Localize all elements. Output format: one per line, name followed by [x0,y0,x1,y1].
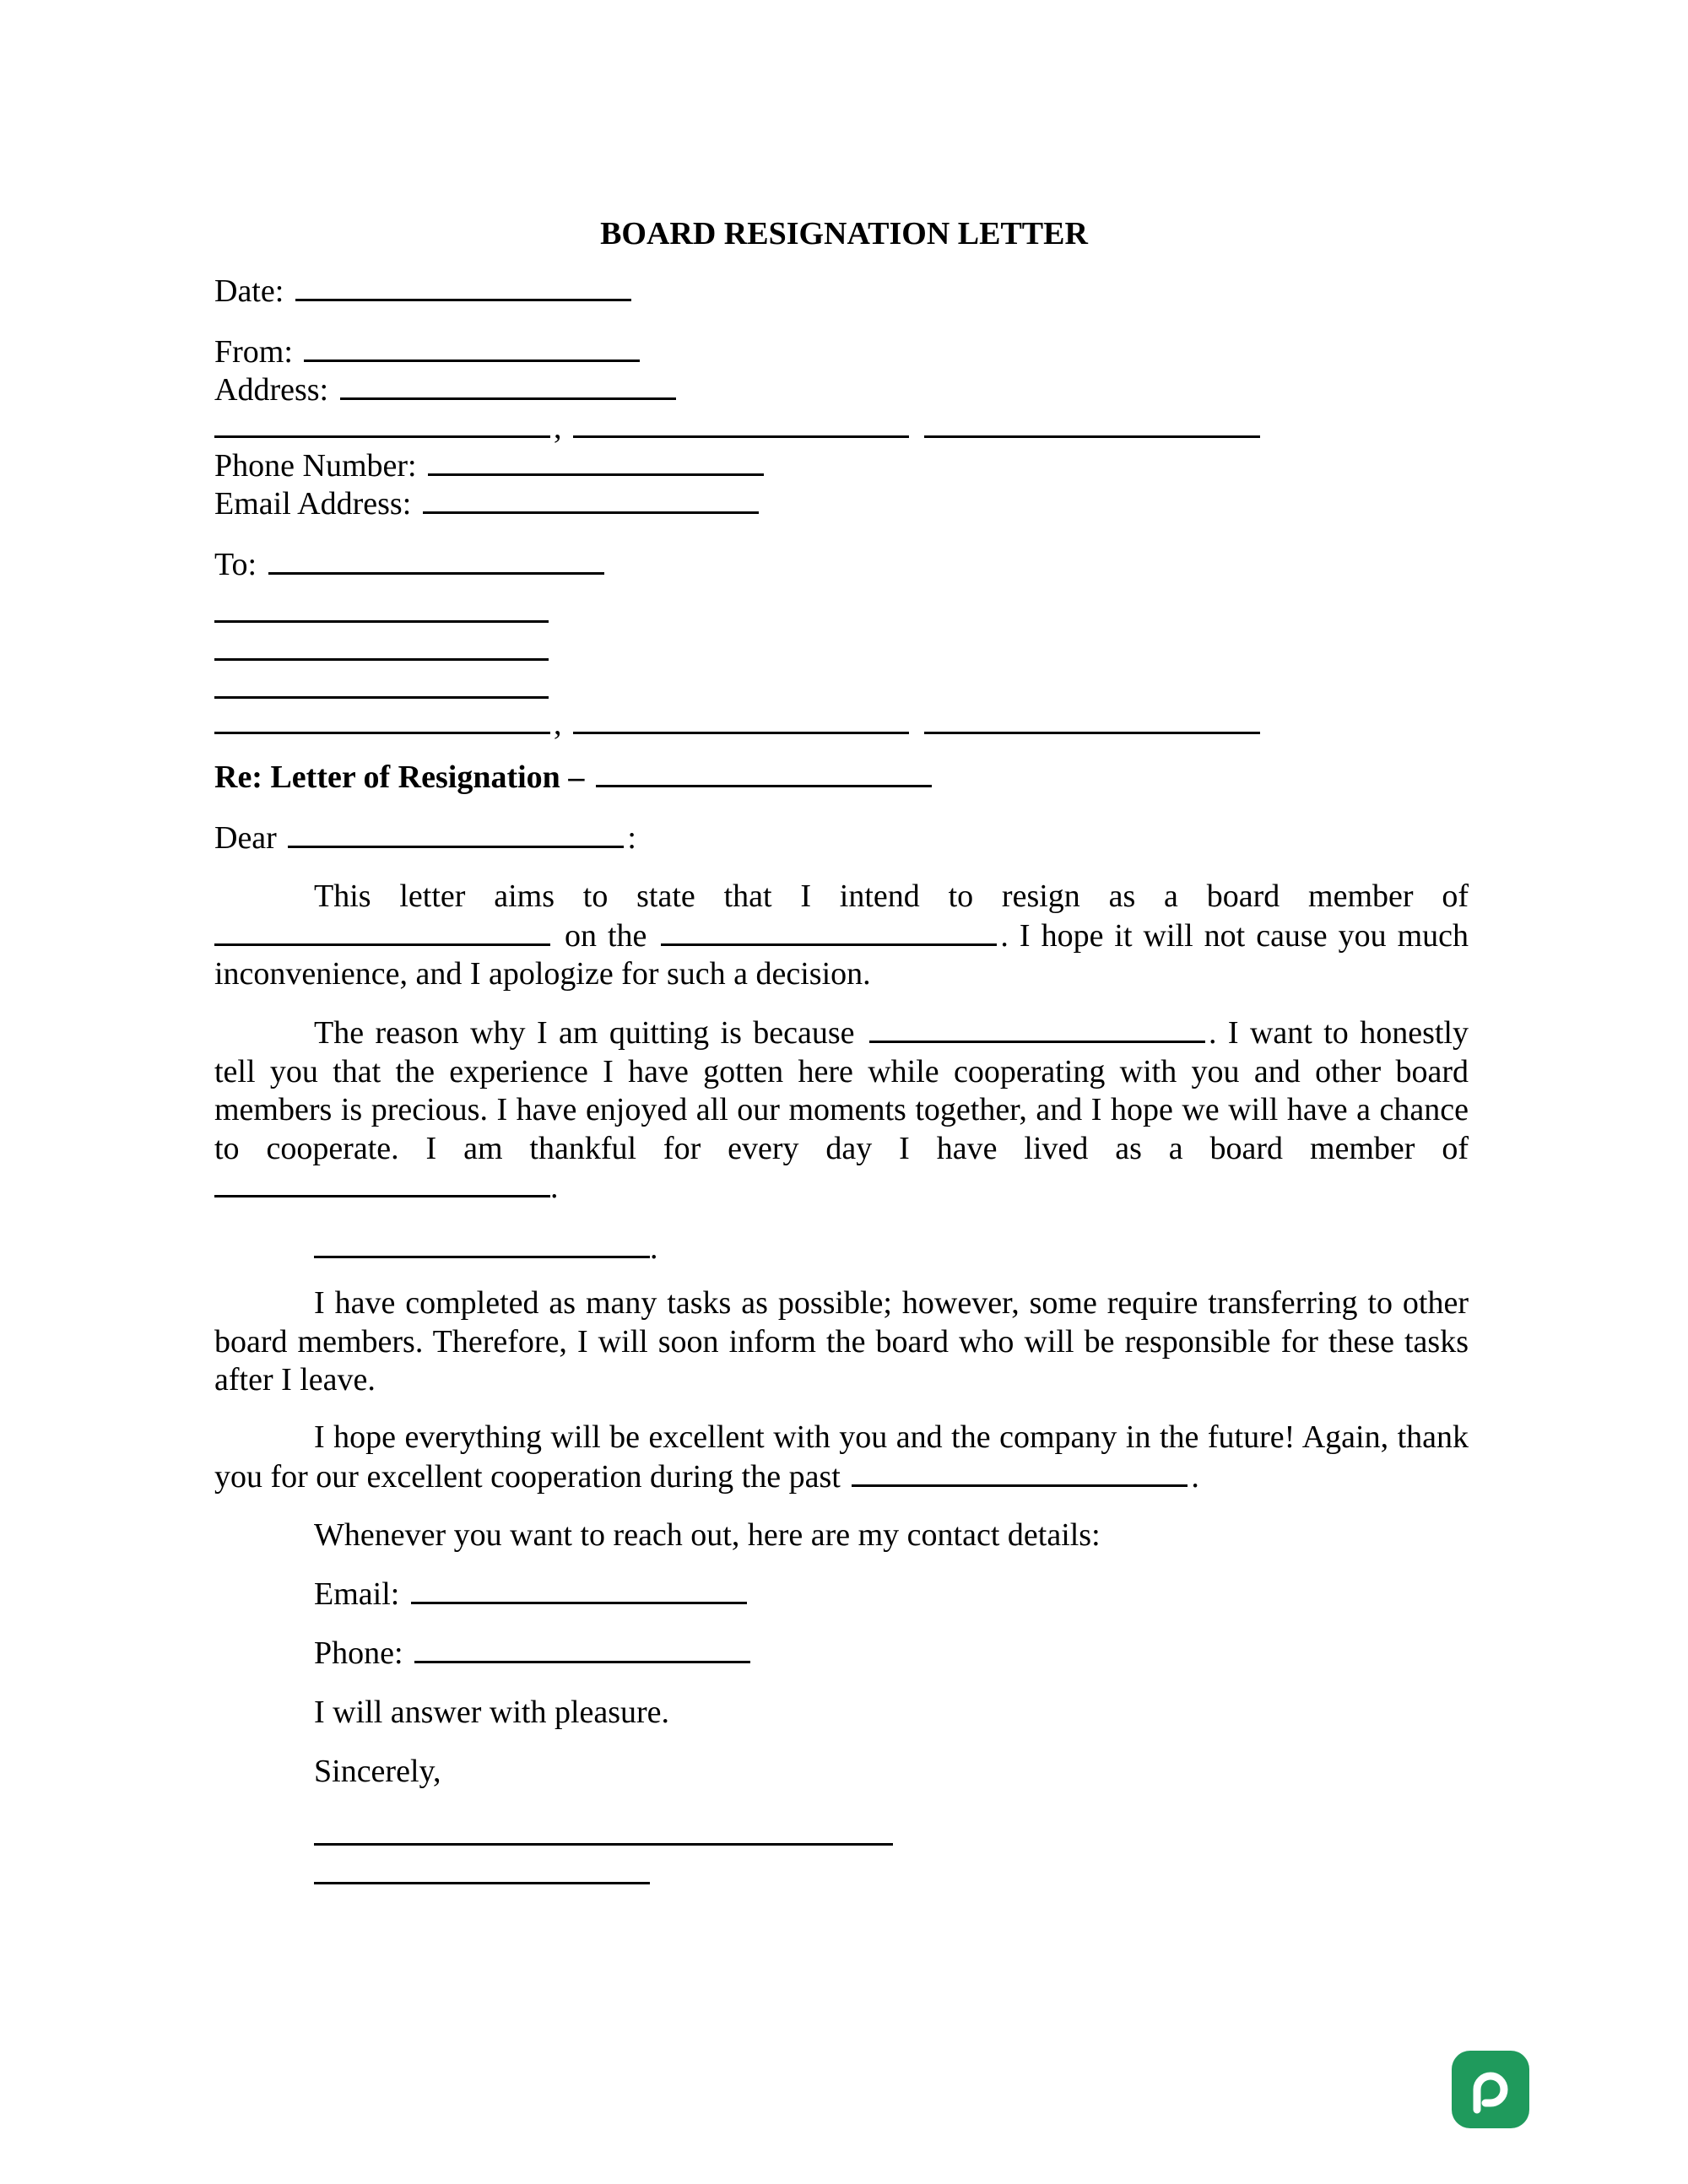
from-state-field[interactable] [573,408,909,438]
p-letter-icon [1452,2051,1529,2128]
paragraph-4: I have completed as many tasks as possible; however, some require transferring to other board members. Therefore, I will soon inform the board who will be responsible for these tasks after I leave. [214,1285,1469,1397]
contact-phone-line [314,1634,754,1673]
dear-label: Dear [214,820,277,856]
date-line [214,272,635,311]
from-field[interactable] [304,332,640,362]
comma: , [554,706,562,742]
contact-phone-field[interactable] [414,1634,750,1663]
from-city-state-zip-line [214,408,1263,447]
signature-field[interactable] [314,1843,893,1846]
organization-field[interactable] [214,1168,550,1197]
date-label: Date: [214,273,284,309]
recipient-line-2[interactable] [214,658,549,661]
to-city-field[interactable] [214,705,550,734]
to-label: To: [214,547,257,582]
from-label: From: [214,334,293,370]
from-city-field[interactable] [214,408,550,438]
from-line [214,332,643,371]
printed-name-field[interactable] [314,1882,650,1884]
contact-email-field[interactable] [411,1575,747,1604]
from-zip-field[interactable] [924,408,1260,438]
answer-line: I will answer with pleasure. [314,1695,670,1730]
contact-intro: Whenever you want to reach out, here are my contact details: [314,1517,1101,1553]
re-line [214,758,935,797]
email-address-label: Email Address: [214,486,412,522]
phone-number-label: Phone Number: [214,448,417,484]
paragraph-5: I hope everything will be excellent with you and the company in the future! Again, thank you for our excellent cooperation during the past . [214,1419,1469,1495]
closing-line: Sincerely, [314,1754,441,1789]
additional-details-field[interactable] [314,1229,650,1258]
re-field[interactable] [596,758,932,787]
colon: : [627,820,636,856]
resignation-date-field[interactable] [661,916,997,946]
board-name-field[interactable] [214,916,550,946]
to-line [214,545,608,584]
paragraph-2: The reason why I am quitting is because . I want to honestly tell you that the experience I have gotten here while cooperating with you and other board members is precious. I have enjoyed all our moments together, and I hope we will have a chance to cooperate. I am thankful for every day I have lived as a board member of . [214,1015,1469,1205]
paragraph-3: . [314,1229,658,1268]
phone-number-field[interactable] [428,446,764,476]
paragraph-1: This letter aims to state that I intend to resign as a board member of on the . I hope it will not cause you much inconvenience, and I apologize for such a decision. [214,878,1469,992]
email-address-field[interactable] [423,484,759,514]
document-title: BOARD RESIGNATION LETTER [600,216,1088,251]
comma: , [554,410,562,446]
to-field[interactable] [268,545,604,575]
recipient-line-3[interactable] [214,696,549,699]
re-label: Re: Letter of Resignation – [214,760,585,795]
address-label: Address: [214,372,329,408]
address-line [214,370,679,409]
to-state-field[interactable] [573,705,909,734]
contact-email-label: Email: [314,1576,400,1612]
brand-logo [1452,2051,1529,2128]
address-field[interactable] [340,370,676,400]
to-zip-field[interactable] [924,705,1260,734]
dear-field[interactable] [288,819,624,848]
to-city-state-zip-line [214,705,1263,743]
recipient-line-1[interactable] [214,620,549,623]
duration-field[interactable] [852,1457,1188,1487]
email-address-line [214,484,762,523]
date-field[interactable] [295,272,631,301]
contact-email-line [314,1575,750,1614]
salutation [214,819,636,857]
phone-number-line [214,446,767,485]
reason-field[interactable] [869,1014,1205,1043]
contact-phone-label: Phone: [314,1635,403,1671]
